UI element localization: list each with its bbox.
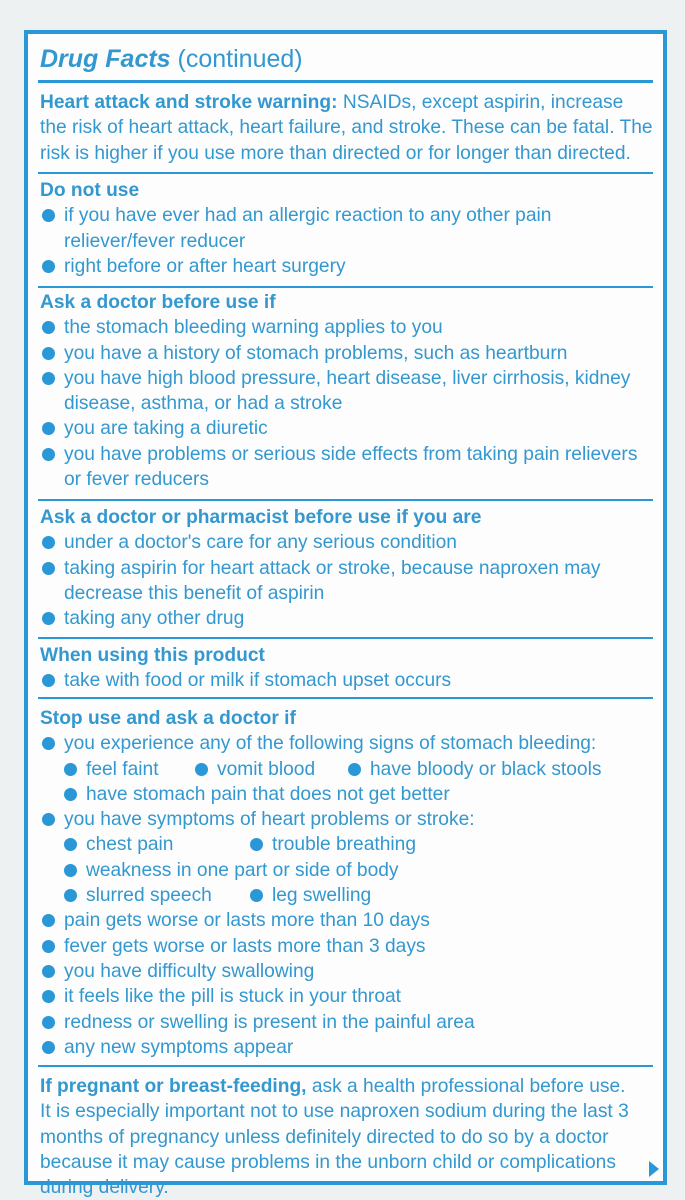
list-item-text: you are taking a diuretic bbox=[64, 418, 268, 440]
page-title bbox=[40, 44, 303, 74]
list-item bbox=[40, 203, 655, 254]
list-item-text: right before or after heart surgery bbox=[64, 255, 346, 277]
bullet-dot-icon bbox=[42, 321, 55, 334]
sub-list-row bbox=[40, 883, 655, 908]
bullet-dot-icon bbox=[42, 260, 55, 273]
bullet-dot-icon bbox=[195, 763, 208, 776]
sub-item: leg swelling bbox=[250, 883, 371, 908]
bullet-dot-icon bbox=[42, 737, 55, 750]
list-item-text: you have high blood pressure, heart disease, liver cirrhosis, kidney disease, asthma, or had a stroke bbox=[64, 367, 631, 415]
sub-item: have bloody or black stools bbox=[348, 757, 601, 782]
sub-item: have stomach pain that does not get better bbox=[64, 782, 450, 807]
ask-pharmacist-section bbox=[40, 505, 655, 631]
list-item-text: you have a history of stomach problems, such as heartburn bbox=[64, 342, 568, 364]
pregnancy-text: ask a health professional before use. It is especially important not to use naproxen sodium during the last 3 months of pregnancy unless definitely directed to do so by a doctor because it may cause problems in the unborn child or complications during delivery. bbox=[40, 1076, 629, 1199]
bullet-dot-icon bbox=[42, 536, 55, 549]
list-item-text: if you have ever had an allergic reaction to any other pain reliever/fever reducer bbox=[64, 205, 552, 252]
continue-arrow-icon bbox=[649, 1161, 659, 1177]
list-item-text: you experience any of the following signs of stomach bleeding: bbox=[64, 733, 597, 755]
list-item-text: redness or swelling is present in the painful area bbox=[64, 1011, 475, 1033]
list-item bbox=[40, 530, 655, 555]
sub-list-row bbox=[40, 782, 655, 807]
list-item bbox=[40, 606, 655, 631]
list-item bbox=[40, 254, 655, 279]
divider bbox=[38, 286, 653, 288]
bullet-dot-icon bbox=[42, 990, 55, 1003]
sub-list-row bbox=[40, 858, 655, 883]
bullet-dot-icon bbox=[42, 372, 55, 385]
sub-item: vomit blood bbox=[195, 757, 315, 782]
sub-item: slurred speech bbox=[64, 883, 212, 908]
list-item bbox=[40, 908, 655, 933]
title-divider bbox=[38, 80, 653, 83]
divider bbox=[38, 637, 653, 639]
drug-facts-panel bbox=[24, 30, 667, 1199]
list-item bbox=[40, 416, 655, 441]
list-item-text: take with food or milk if stomach upset occurs bbox=[64, 670, 452, 692]
divider bbox=[38, 697, 653, 699]
list-item bbox=[40, 1035, 655, 1060]
sub-item: chest pain bbox=[64, 832, 173, 857]
title-bold: Drug Facts bbox=[40, 45, 171, 73]
list-item-text: taking any other drug bbox=[64, 608, 245, 630]
list-item bbox=[40, 934, 655, 959]
bullet-dot-icon bbox=[42, 448, 55, 461]
bullet-dot-icon bbox=[42, 612, 55, 625]
heart-warning-text: NSAIDs, except aspirin, increase the risk of heart attack, heart failure, and stroke. These can be fatal. The risk is higher if you use more than directed or for longer than directed. bbox=[40, 92, 653, 164]
bullet-dot-icon bbox=[42, 422, 55, 435]
list-item-text: any new symptoms appear bbox=[64, 1036, 294, 1058]
bullet-dot-icon bbox=[42, 940, 55, 953]
heart-warning-section bbox=[40, 90, 655, 166]
bullet-dot-icon bbox=[64, 889, 77, 902]
list-item-text: you have problems or serious side effects from taking pain relievers or fever reducers bbox=[64, 443, 638, 491]
list-item-text: it feels like the pill is stuck in your throat bbox=[64, 986, 401, 1008]
bullet-dot-icon bbox=[250, 889, 263, 902]
list-item bbox=[40, 731, 655, 756]
bullet-dot-icon bbox=[348, 763, 361, 776]
bullet-dot-icon bbox=[42, 562, 55, 575]
sub-item: feel faint bbox=[64, 757, 159, 782]
title-rest: (continued) bbox=[170, 45, 303, 73]
bullet-dot-icon bbox=[42, 347, 55, 360]
list-item bbox=[40, 807, 655, 832]
bullet-dot-icon bbox=[42, 914, 55, 927]
list-item bbox=[40, 959, 655, 984]
list-item bbox=[40, 984, 655, 1009]
bullet-dot-icon bbox=[42, 1041, 55, 1054]
list-item-text: under a doctor's care for any serious condition bbox=[64, 532, 457, 554]
sub-item: trouble breathing bbox=[250, 832, 416, 857]
sub-list-row bbox=[40, 832, 655, 857]
section-heading: Ask a doctor before use if bbox=[40, 292, 276, 313]
list-item bbox=[40, 315, 655, 340]
section-heading: Ask a doctor or pharmacist before use if you are bbox=[40, 507, 482, 528]
bullet-dot-icon bbox=[42, 813, 55, 826]
list-item-text: the stomach bleeding warning applies to you bbox=[64, 317, 443, 339]
section-heading: When using this product bbox=[40, 645, 265, 666]
list-item-text: pain gets worse or lasts more than 10 days bbox=[64, 910, 430, 932]
bullet-dot-icon bbox=[42, 965, 55, 978]
list-item bbox=[40, 366, 655, 417]
list-item bbox=[40, 442, 655, 493]
list-item-text: you have symptoms of heart problems or stroke: bbox=[64, 809, 475, 831]
list-item bbox=[40, 1010, 655, 1035]
divider bbox=[38, 1065, 653, 1067]
do-not-use-section bbox=[40, 178, 655, 279]
bullet-dot-icon bbox=[64, 864, 77, 877]
pregnancy-heading: If pregnant or breast-feeding, bbox=[40, 1076, 307, 1097]
divider bbox=[38, 499, 653, 501]
divider bbox=[38, 172, 653, 174]
section-heading: Do not use bbox=[40, 180, 140, 201]
heart-warning-heading: Heart attack and stroke warning: bbox=[40, 92, 338, 113]
bullet-dot-icon bbox=[64, 763, 77, 776]
list-item bbox=[40, 341, 655, 366]
sub-list-row bbox=[40, 757, 655, 782]
list-item bbox=[40, 668, 655, 693]
bullet-dot-icon bbox=[42, 209, 55, 222]
bullet-dot-icon bbox=[64, 788, 77, 801]
sub-item: weakness in one part or side of body bbox=[64, 858, 399, 883]
ask-doctor-section bbox=[40, 290, 655, 492]
section-heading: Stop use and ask a doctor if bbox=[40, 708, 296, 729]
list-item-text: you have difficulty swallowing bbox=[64, 960, 315, 982]
when-using-section bbox=[40, 643, 655, 694]
list-item bbox=[40, 556, 655, 607]
list-item-text: fever gets worse or lasts more than 3 days bbox=[64, 935, 426, 957]
stop-use-section bbox=[40, 706, 655, 1060]
list-item-text: taking aspirin for heart attack or stroke, because naproxen may decrease this benefit of aspirin bbox=[64, 557, 601, 604]
bullet-dot-icon bbox=[42, 1016, 55, 1029]
bullet-dot-icon bbox=[42, 674, 55, 687]
pregnancy-section bbox=[40, 1074, 637, 1200]
